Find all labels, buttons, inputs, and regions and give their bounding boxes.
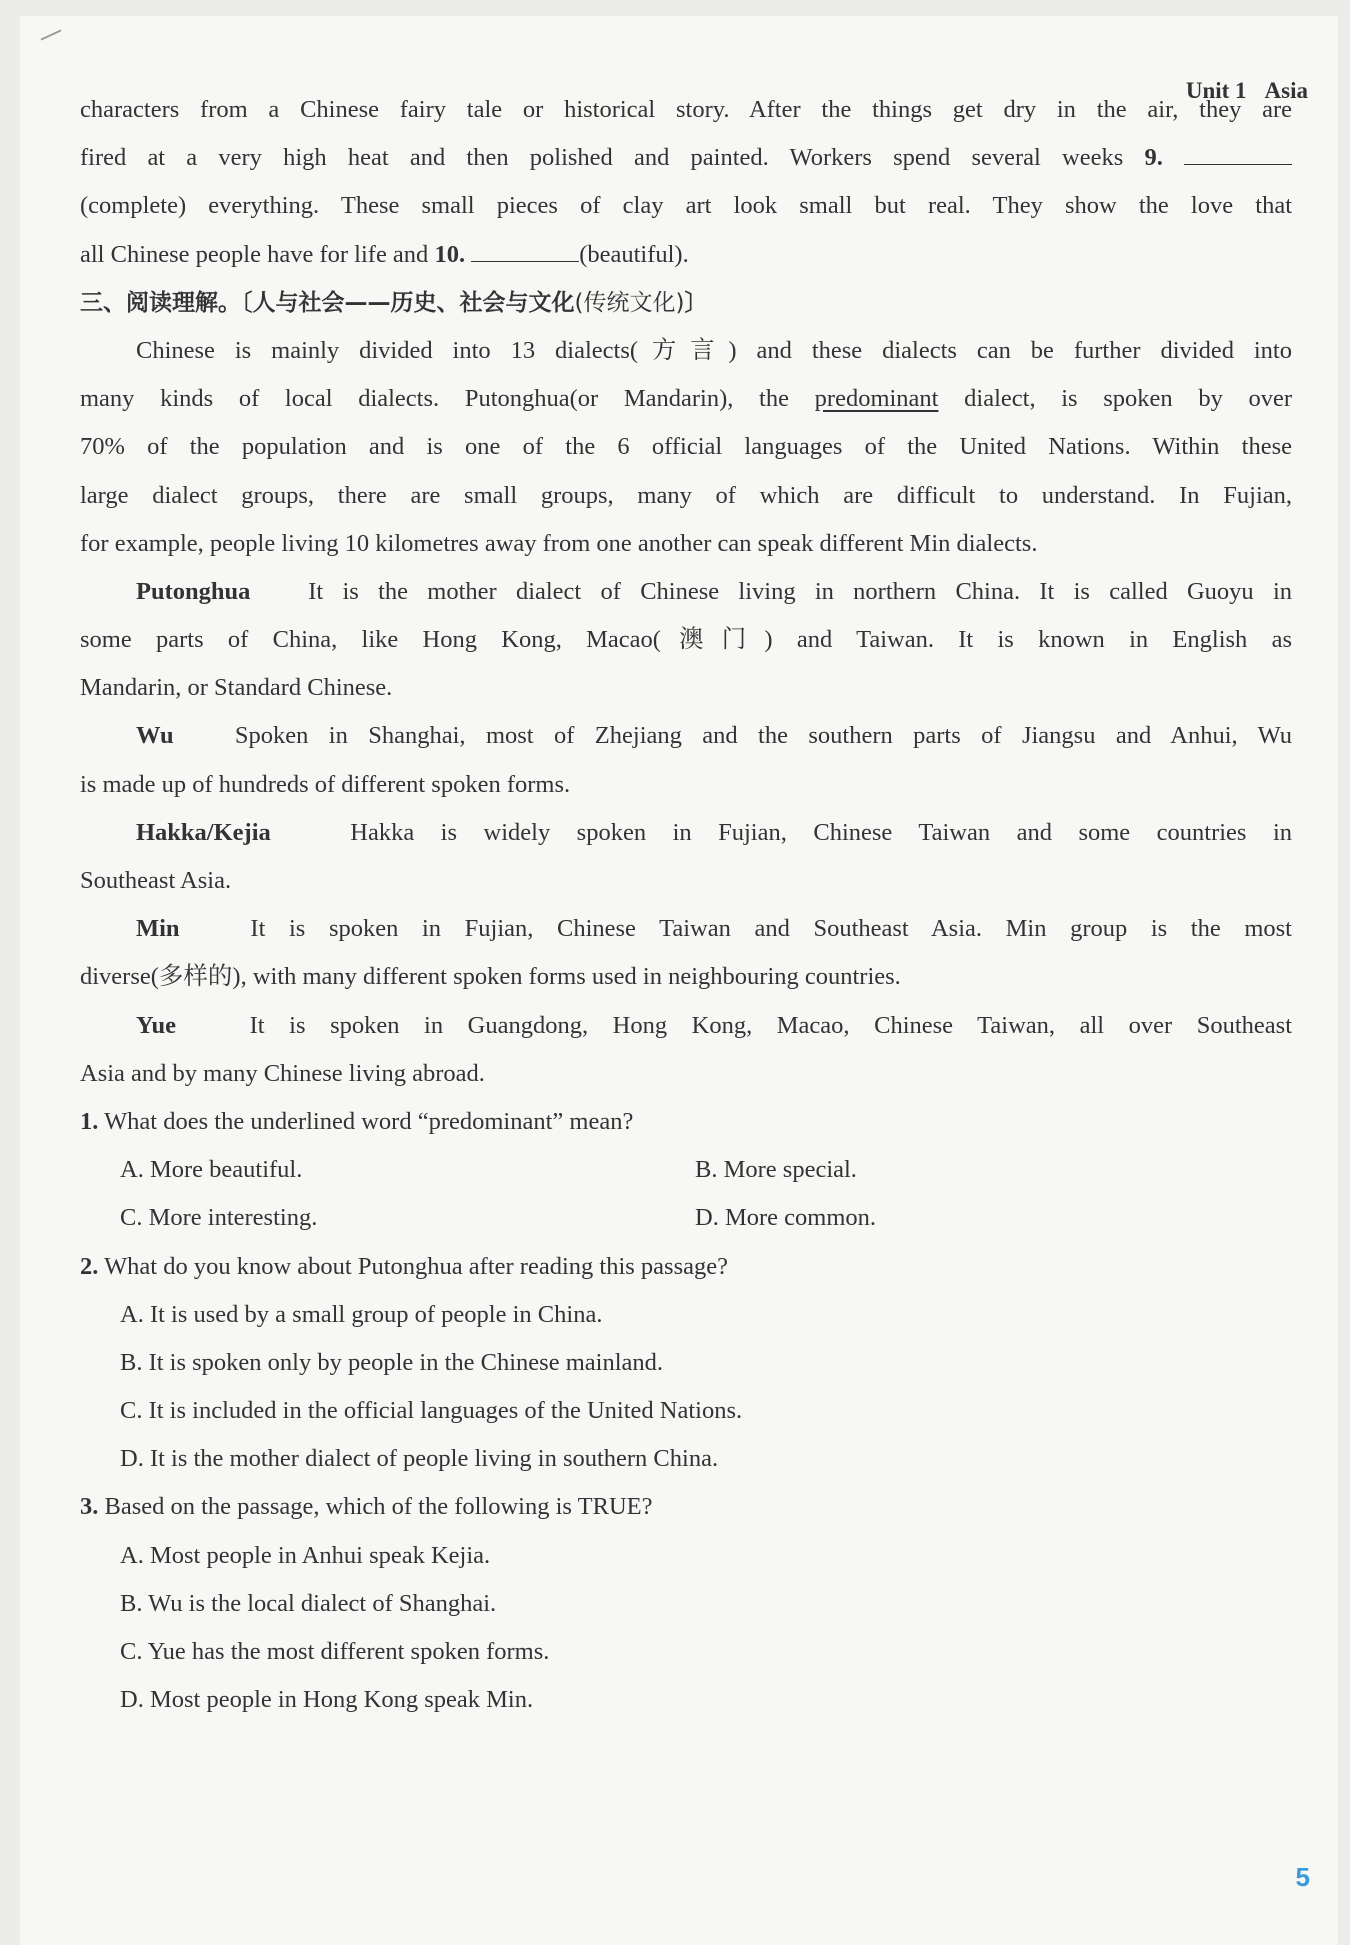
option-3b[interactable]: B. Wu is the local dialect of Shanghai. — [120, 1589, 497, 1617]
option-2d[interactable]: D. It is the mother dialect of people living in southern China. — [120, 1445, 719, 1473]
question-1-options-row-1 — [80, 1146, 1292, 1194]
option-1d[interactable]: D. More common. — [695, 1204, 876, 1232]
section-title: 三、阅读理解。〔人与社会——历史、社会与文化(传统文化)〕 — [80, 289, 708, 316]
putonghua-line-2: some parts of China, like Hong Kong, Macao(澳门) and Taiwan. It is known in English as — [80, 626, 1292, 654]
question-1-options-row-2 — [80, 1194, 1292, 1242]
question-1: 1. What does the underlined word “predominant” mean? — [80, 1107, 634, 1135]
option-2a[interactable]: A. It is used by a small group of people in China. — [120, 1300, 603, 1328]
passage-p1-line-5: for example, people living 10 kilometres away from one another can speak different Min dialects. — [80, 529, 1038, 557]
unit-label: Unit 1 — [1185, 78, 1247, 103]
cloze-line-2: fired at a very high heat and then polished and painted. Workers spend several weeks 9. — [80, 134, 1292, 182]
option-3c[interactable]: C. Yue has the most different spoken forms. — [120, 1638, 550, 1665]
hakka-line-2: Southeast Asia. — [80, 867, 232, 894]
option-3d[interactable]: D. Most people in Hong Kong speak Min. — [120, 1686, 534, 1714]
question-2: 2. What do you know about Putonghua after reading this passage? — [80, 1252, 728, 1280]
yue-line-1: Yue It is spoken in Guangdong, Hong Kong, Macao, Chinese Taiwan, all over Southeast — [136, 1011, 1293, 1039]
blank-10-number: 10. — [434, 240, 466, 268]
term-putonghua: Putonghua — [136, 577, 251, 605]
option-2b[interactable]: B. It is spoken only by people in the Chinese mainland. — [120, 1348, 664, 1376]
term-yue: Yue — [136, 1011, 176, 1039]
blank-10[interactable] — [471, 237, 579, 262]
option-1c[interactable]: C. More interesting. — [120, 1204, 318, 1232]
option-2c[interactable]: C. It is included in the official languages of the United Nations. — [120, 1397, 743, 1425]
yue-line-2: Asia and by many Chinese living abroad. — [80, 1059, 485, 1087]
wu-line-1: Wu Spoken in Shanghai, most of Zhejiang and the southern parts of Jiangsu and Anhui, Wu — [136, 722, 1293, 750]
blank-9-number: 9. — [1144, 144, 1163, 172]
question-3: 3. Based on the passage, which of the following is TRUE? — [80, 1493, 653, 1521]
page-content — [80, 86, 1292, 1724]
unit-title: Asia — [1264, 78, 1308, 103]
cloze-line-1: characters from a Chinese fairy tale or historical story. After the things get dry in the air, they are — [80, 96, 1292, 123]
cloze-line-3: (complete) everything. These small pieces of clay art look small but real. They show the love that — [80, 192, 1292, 220]
page-number: 5 — [1295, 1862, 1310, 1892]
option-1b[interactable]: B. More special. — [695, 1156, 857, 1184]
min-line-1: Min It is spoken in Fujian, Chinese Taiwan and Southeast Asia. Min group is the most — [136, 915, 1292, 943]
passage-p1-line-3: 70% of the population and is one of the 6 official languages of the United Nations. Within these — [80, 433, 1292, 461]
term-min: Min — [136, 915, 180, 943]
pen-mark — [41, 29, 62, 40]
option-1a[interactable]: A. More beautiful. — [120, 1156, 303, 1184]
passage-p1-line-2: many kinds of local dialects. Putonghua(or Mandarin), the predominant dialect, is spoken by over — [80, 385, 1293, 413]
cloze-line-4: all Chinese people have for life and 10. (beautiful). — [80, 231, 1292, 279]
passage-p1-line-1: Chinese is mainly divided into 13 dialects(方言) and these dialects can be further divided into — [136, 336, 1292, 364]
wu-line-2: is made up of hundreds of different spoken forms. — [80, 770, 571, 798]
hakka-line-1: Hakka/Kejia Hakka is widely spoken in Fujian, Chinese Taiwan and some countries in — [136, 818, 1293, 846]
underlined-word: predominant — [814, 385, 939, 413]
passage-p1-line-4: large dialect groups, there are small groups, many of which are difficult to understand. In Fujian, — [80, 481, 1292, 509]
term-wu: Wu — [136, 722, 174, 750]
putonghua-line-1: Putonghua It is the mother dialect of Chinese living in northern China. It is called Guoyu in — [136, 577, 1293, 605]
min-line-2: diverse(多样的), with many different spoken forms used in neighbouring countries. — [80, 963, 901, 991]
blank-9[interactable] — [1184, 140, 1292, 165]
term-hakka: Hakka/Kejia — [136, 818, 271, 846]
putonghua-line-3: Mandarin, or Standard Chinese. — [80, 674, 393, 702]
option-3a[interactable]: A. Most people in Anhui speak Kejia. — [120, 1541, 491, 1569]
